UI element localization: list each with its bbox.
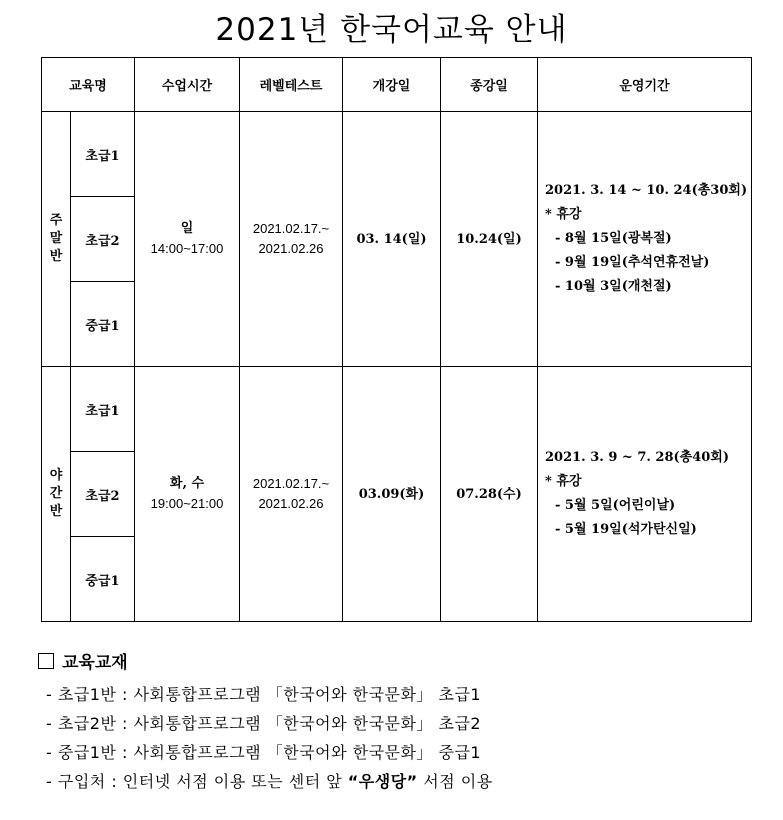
store-name: “우생당” — [347, 772, 418, 791]
table-header-row — [42, 58, 752, 112]
header-course-name: 교육명 — [42, 58, 135, 112]
table-row — [42, 367, 752, 452]
header-operation-period: 운영기간 — [538, 58, 752, 112]
level-cell: 중급1 — [71, 282, 135, 367]
operation-period-cell: 2021. 3. 14 ~ 10. 24(총30회) * 휴강 - 8월 15일(광복절) - 9월 19일(추석연휴전날) - 10월 3일(개천절) — [538, 112, 752, 367]
header-level-test: 레벨테스트 — [240, 58, 343, 112]
purchase-info: - 구입처 : 인터넷 서점 이용 또는 센터 앞 “우생당” 서점 이용 — [46, 772, 493, 791]
table-row — [42, 112, 752, 197]
level-test-cell: 2021.02.17.~ 2021.02.26 — [240, 367, 343, 622]
level-cell: 초급2 — [71, 197, 135, 282]
level-cell: 초급1 — [71, 367, 135, 452]
end-date-cell: 07.28(수) — [441, 367, 538, 622]
end-date-cell: 10.24(일) — [441, 112, 538, 367]
list-item: - 초급1반 : 사회통합프로그램 「한국어와 한국문화」 초급1 — [46, 685, 482, 704]
class-time-cell: 일 14:00~17:00 — [135, 112, 240, 367]
level-cell: 중급1 — [71, 537, 135, 622]
level-cell: 초급1 — [71, 112, 135, 197]
materials-heading: 교육교재 — [38, 650, 493, 680]
operation-period-cell: 2021. 3. 9 ~ 7. 28(총40회) * 휴강 - 5월 5일(어린이날) - 5월 19일(석가탄신일) — [538, 367, 752, 622]
start-date-cell: 03.09(화) — [343, 367, 441, 622]
square-checkbox-icon — [38, 653, 54, 669]
class-time-cell: 화, 수 19:00~21:00 — [135, 367, 240, 622]
schedule-table — [41, 57, 752, 622]
level-test-cell: 2021.02.17.~ 2021.02.26 — [240, 112, 343, 367]
header-class-time: 수업시간 — [135, 58, 240, 112]
start-date-cell: 03. 14(일) — [343, 112, 441, 367]
header-start-date: 개강일 — [343, 58, 441, 112]
list-item: - 중급1반 : 사회통합프로그램 「한국어와 한국문화」 중급1 — [46, 743, 482, 762]
group-weekend: 주 말 반 — [42, 112, 71, 367]
group-evening: 야 간 반 — [42, 367, 71, 622]
level-cell: 초급2 — [71, 452, 135, 537]
header-end-date: 종강일 — [441, 58, 538, 112]
materials-section — [38, 650, 493, 796]
list-item: - 초급2반 : 사회통합프로그램 「한국어와 한국문화」 초급2 — [46, 714, 482, 733]
page-title: 2021년 한국어교육 안내 — [215, 12, 568, 48]
